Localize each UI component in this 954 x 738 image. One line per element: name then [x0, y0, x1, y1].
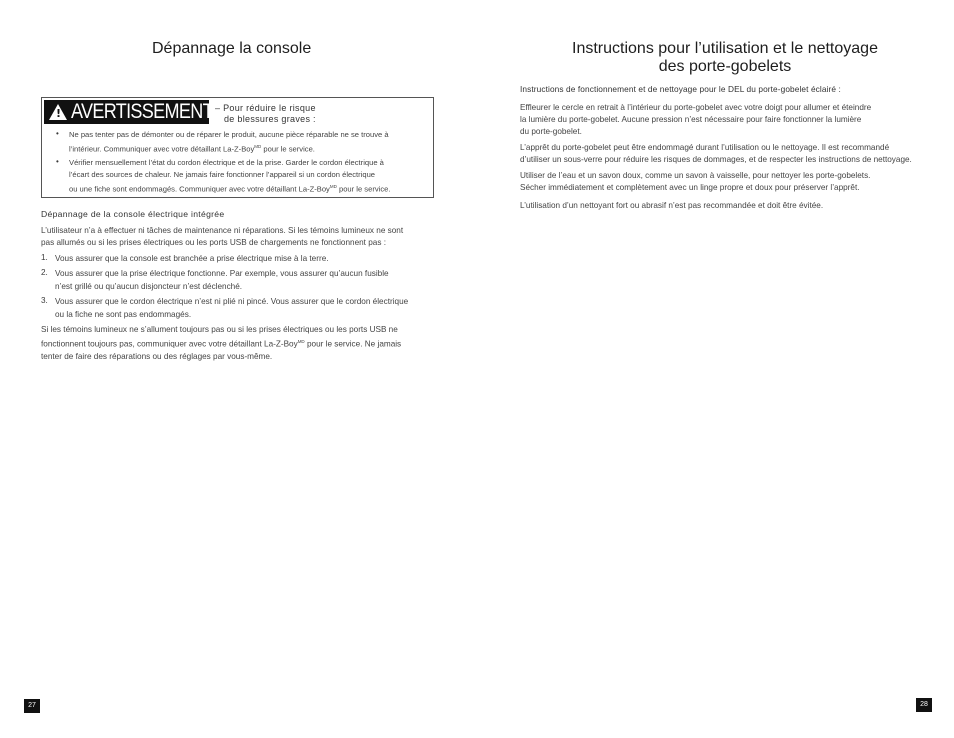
bullet-icon: •	[56, 129, 59, 138]
step-item: 2. Vous assurer que la prise électrique fonctionne. Par exemple, vous assurer qu’aucun fusible n’est grillé ou qu’aucun disjoncteur n’est déclenché.	[41, 268, 389, 291]
right-subheading: Instructions de fonctionnement et de nettoyage pour le DEL du porte-gobelet éclairé :	[520, 84, 841, 94]
warning-triangle-icon: !	[49, 104, 67, 120]
warning-bullet: • Ne pas tenter pas de démonter ou de réparer le produit, aucune pièce réparable ne se trouve à l’intérieur. Communiquer avec votre détaillant La-Z-Boy$^{MD}$ pour le service.	[56, 129, 389, 154]
bullet-icon: •	[56, 157, 59, 166]
right-page-title: Instructions pour l’utilisation et le nettoyage des porte-gobelets	[572, 40, 878, 75]
paragraph-1: Effleurer le cercle en retrait à l’intérieur du porte-gobelet avec votre doigt pour allumer et éteindre la lumière du porte-gobelet. Aucune pression n’est nécessaire pour faire fonctionner la lumière du porte-gobelet.	[520, 103, 872, 136]
closing-paragraph: Si les témoins lumineux ne s’allument toujours pas ou si les prises électriques ou les ports USB ne fonctionnent toujours pas, communiquer avec votre détaillant La-Z-Boy$^{MD}$ pour le service. Ne jamais tenter de faire des réparations ou des réglages par vous-même.	[41, 325, 402, 361]
warning-badge	[44, 100, 213, 124]
paragraph-4: L’utilisation d’un nettoyant fort ou abrasif n’est pas recommandée et doit être évitée.	[520, 201, 824, 210]
page-number-left: 27	[24, 699, 40, 713]
intro-paragraph: L’utilisateur n’a à effectuer ni tâches de maintenance ni réparations. Si les témoins lumineux ne sont pas allumés ou si les prises électriques ou les ports USB de chargements ne fonctionnent pas :	[41, 226, 404, 247]
paragraph-2: L’apprêt du porte-gobelet peut être endommagé durant l’utilisation ou le nettoyage. Il est recommandé d’utiliser un sous-verre pour réduire les risques de dommages, et de respecter les instructions de nettoyage.	[520, 143, 912, 164]
step-item: 1. Vous assurer que la console est branchée a prise électrique mise à la terre.	[41, 253, 329, 263]
section-heading: Dépannage de la console électrique intégrée	[41, 209, 225, 219]
paragraph-3: Utiliser de l’eau et un savon doux, comme un savon à vaisselle, pour nettoyer les porte-gobelets. Sécher immédiatement et complètement avec un linge propre et doux pour préserver l’apprêt.	[520, 171, 871, 192]
warning-badge-label: AVERTISSEMENT	[71, 100, 213, 123]
warning-subtitle: – Pour réduire le risque de blessures graves :	[215, 103, 316, 124]
page-number-right: 28	[916, 698, 932, 712]
step-item: 3. Vous assurer que le cordon électrique n’est ni plié ni pincé. Vous assurer que le cordon électrique ou la fiche ne sont pas endommagés.	[41, 296, 409, 319]
warning-bullet: • Vérifier mensuellement l’état du cordon électrique et de la prise. Garder le cordon électrique à l’écart des sources de chaleur. Ne jamais faire fonctionner l’appareil si un cordon électrique ou une fiche sont endommagés. Communiquer avec votre détaillant La-Z-Boy$^{MD}$ pour le service.	[56, 157, 391, 194]
left-page-title: Dépannage la console	[152, 40, 312, 57]
